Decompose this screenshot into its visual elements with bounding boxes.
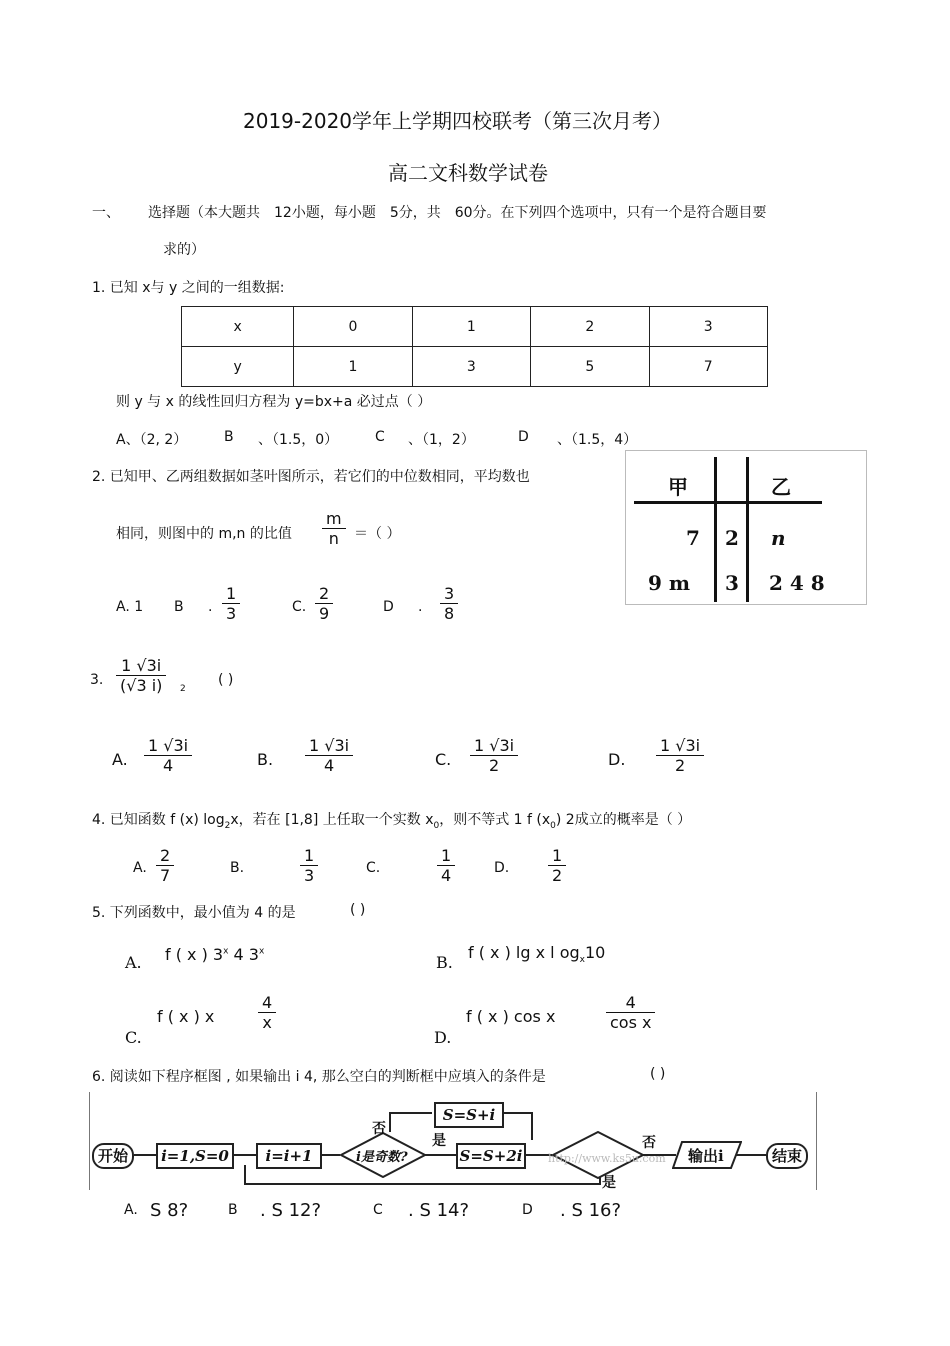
stem-leaf-row2-left: 9 m: [648, 571, 691, 595]
question-5-option-d-label: D.: [434, 1028, 452, 1047]
question-4-option-b-fraction: [300, 846, 318, 885]
question-4-option-d-fraction: [548, 846, 566, 885]
fraction-numerator: 1 √3i: [116, 656, 166, 676]
table-cell: x: [182, 307, 294, 347]
table-cell: 3: [649, 307, 767, 347]
flow-output: 输出i: [688, 1147, 724, 1165]
flow-start: 开始: [92, 1143, 134, 1169]
question-5-option-c-label: C.: [125, 1028, 142, 1047]
question-4-stem-start: 4. 已知函数 f (x) log: [92, 812, 225, 828]
stem-leaf-diagram: [625, 450, 867, 605]
flow-init: i=1,S=0: [156, 1143, 234, 1169]
fraction-denominator: 9: [319, 604, 330, 623]
section-instructions: 选择题（本大题共 12小题，每小题 5分，共 60分。在下列四个选项中，只有一个是符合题目要: [148, 205, 767, 221]
expression: 4 3: [228, 945, 259, 964]
question-2-option-c-label: C.: [292, 599, 307, 615]
question-1-option-d-label: D: [518, 429, 529, 445]
question-3-expression: [116, 656, 166, 695]
question-5-paren: ( ): [350, 902, 366, 918]
exponent: x: [258, 946, 265, 957]
fraction-numerator: 3: [440, 584, 458, 604]
divider: [714, 457, 717, 602]
dot: .: [418, 599, 423, 615]
question-2-option-a: A. 1: [116, 599, 144, 615]
flow-yes-label-2: 是: [602, 1175, 616, 1191]
question-3-option-b-fraction: [305, 736, 353, 775]
fraction-numerator: 1 √3i: [470, 736, 518, 756]
table-cell: 1: [412, 307, 530, 347]
table-row: [182, 347, 768, 387]
question-3-paren: ( ): [218, 672, 234, 688]
fraction-numerator: 2: [315, 584, 333, 604]
question-4-stem-end: ) 2成立的概率是（ ）: [555, 812, 692, 828]
question-1-table: [181, 306, 768, 387]
fraction-denominator: 3: [304, 866, 315, 885]
fraction-numerator: 1 √3i: [144, 736, 192, 756]
subscript: x: [579, 955, 585, 966]
question-5-option-b-label: B.: [436, 953, 453, 972]
fraction-denominator: 4: [441, 866, 452, 885]
flowchart: [89, 1092, 817, 1190]
fraction-denominator: 3: [226, 604, 237, 623]
stem-leaf-head-left: 甲: [668, 475, 688, 499]
question-6-option-d: . S 16?: [560, 1200, 622, 1221]
fraction-denominator: (√3 i): [120, 676, 163, 695]
fraction-numerator: m: [322, 509, 346, 529]
table-cell: 2: [531, 307, 649, 347]
question-1-option-b: 、（1.5，0）: [258, 432, 339, 448]
question-6-option-d-label: D: [522, 1202, 533, 1218]
question-4-option-c-label: C.: [366, 860, 381, 876]
question-4-stem-mid: x，若在 [1,8] 上任取一个实数 x: [230, 812, 434, 828]
expression: f ( x ) lg x l og: [468, 943, 580, 962]
table-cell: 3: [412, 347, 530, 387]
flow-cond: i是奇数?: [356, 1150, 408, 1165]
page-subtitle: 高二文科数学试卷: [388, 161, 548, 185]
question-4-stem: [92, 809, 691, 831]
fraction-numerator: 2: [156, 846, 174, 866]
question-6-option-b: . S 12?: [260, 1200, 322, 1221]
divider: [746, 457, 749, 602]
section-number: 一、: [92, 205, 120, 221]
exponent: x: [223, 946, 229, 957]
question-1-option-c-label: C: [375, 429, 385, 445]
question-6-option-c: . S 14?: [408, 1200, 470, 1221]
expression: f ( x ) 3: [165, 945, 224, 964]
question-4-option-c-fraction: [437, 846, 455, 885]
stem-leaf-head-right: 乙: [771, 475, 791, 499]
question-1-option-c: 、（1，2）: [408, 432, 475, 448]
stem-leaf-row1-left: 7: [686, 526, 700, 550]
question-3-option-a-fraction: [144, 736, 192, 775]
question-5-stem: 5. 下列函数中，最小值为 4 的是: [92, 905, 296, 921]
question-1-text: 则 y 与 x 的线性回归方程为 y=bx+a 必过点（ ）: [116, 394, 432, 410]
fraction-denominator: n: [328, 529, 339, 548]
question-3-number: 3.: [90, 672, 104, 688]
fraction-denominator: 2: [674, 756, 686, 775]
question-3-option-a-label: A.: [112, 750, 128, 769]
subscript: 0: [550, 820, 556, 831]
question-1-option-a: A、（2, 2）: [116, 432, 188, 448]
question-2-line2: 相同，则图中的 m,n 的比值: [116, 526, 292, 542]
subscript: 2: [224, 820, 231, 831]
stem-leaf-row1-stem: 2: [725, 526, 739, 550]
flow-s1: S=S+i: [434, 1102, 504, 1128]
question-3-option-d-label: D.: [608, 750, 626, 769]
fraction-denominator: x: [262, 1013, 272, 1032]
question-4-option-a-fraction: [156, 846, 174, 885]
fraction-denominator: 4: [323, 756, 335, 775]
question-1-option-b-label: B: [224, 429, 234, 445]
fraction-numerator: 1 √3i: [656, 736, 704, 756]
fraction-numerator: 1: [300, 846, 318, 866]
dot: .: [208, 599, 213, 615]
table-row: [182, 307, 768, 347]
question-6-option-a-label: A.: [124, 1202, 138, 1218]
page-title: 2019-2020学年上学期四校联考（第三次月考）: [243, 109, 673, 133]
question-5-option-c-fraction: [258, 993, 276, 1032]
question-3-option-d-fraction: [656, 736, 704, 775]
question-2-tail: ＝（ ）: [354, 526, 401, 542]
question-6-stem: 6. 阅读如下程序框图 , 如果输出 i 4, 那么空白的判断框中应填入的条件是: [92, 1069, 546, 1085]
fraction-numerator: 4: [258, 993, 276, 1013]
question-2-stem: 2. 已知甲、乙两组数据如茎叶图所示，若它们的中位数相同，平均数也: [92, 469, 530, 485]
stem-leaf-row1-right: n: [771, 526, 786, 550]
fraction-numerator: 1: [548, 846, 566, 866]
question-2-option-d-fraction: [440, 584, 458, 623]
question-2-fraction: [322, 509, 346, 548]
question-6-option-b-label: B: [228, 1202, 238, 1218]
question-5-option-a-label: A.: [125, 953, 142, 972]
question-1-option-d: 、（1.5，4）: [557, 432, 638, 448]
question-5-option-b-expr: [468, 943, 605, 965]
question-5-option-d-fraction: [606, 993, 655, 1032]
question-4-option-b-label: B.: [230, 860, 245, 876]
question-5-option-d-expr: f ( x ) cos x: [466, 1007, 556, 1026]
question-5-option-c-expr: f ( x ) x: [157, 1007, 215, 1026]
question-2-option-b-fraction: [222, 584, 240, 623]
fraction-denominator: 7: [160, 866, 171, 885]
flow-s2: S=S+2i: [456, 1143, 526, 1169]
watermark: http://www.ks5u.com: [548, 1152, 666, 1165]
question-5-option-a-expr: [165, 945, 264, 964]
fraction-denominator: 8: [444, 604, 455, 623]
subscript: 0: [433, 820, 440, 831]
question-4-option-a-label: A.: [133, 860, 147, 876]
flow-end: 结束: [766, 1143, 808, 1169]
expression: 10: [584, 943, 606, 962]
divider: [634, 501, 822, 504]
question-1-stem: 1. 已知 x与 y 之间的一组数据:: [92, 280, 285, 296]
stem-leaf-row2-right: 2 4 8: [769, 571, 825, 595]
fraction-denominator: 2: [552, 866, 563, 885]
flow-no-label: 否: [372, 1121, 386, 1137]
table-cell: 1: [294, 347, 412, 387]
question-2-option-b-label: B: [174, 599, 184, 615]
fraction-denominator: 2: [488, 756, 500, 775]
question-6-option-c-label: C: [373, 1202, 383, 1218]
table-cell: y: [182, 347, 294, 387]
question-3-option-c-label: C.: [435, 750, 452, 769]
section-instructions-cont: 求的）: [163, 242, 205, 258]
table-cell: 0: [294, 307, 412, 347]
question-3-option-c-fraction: [470, 736, 518, 775]
fraction-numerator: 4: [606, 993, 655, 1013]
exponent: 2: [180, 684, 186, 694]
fraction-numerator: 1: [437, 846, 455, 866]
table-cell: 5: [531, 347, 649, 387]
flow-yes-label: 是: [432, 1133, 446, 1149]
question-2-option-d-label: D: [383, 599, 394, 615]
flow-increment: i=i+1: [256, 1143, 322, 1169]
question-3-option-b-label: B.: [257, 750, 274, 769]
fraction-denominator: 4: [162, 756, 174, 775]
fraction-denominator: cos x: [610, 1013, 652, 1032]
question-6-option-a: S 8?: [150, 1200, 189, 1221]
fraction-numerator: 1: [222, 584, 240, 604]
fraction-numerator: 1 √3i: [305, 736, 353, 756]
stem-leaf-row2-stem: 3: [725, 571, 739, 595]
question-4-option-d-label: D.: [494, 860, 510, 876]
question-4-stem-mid2: ，则不等式 1 f (x: [439, 812, 551, 828]
table-cell: 7: [649, 347, 767, 387]
question-2-option-c-fraction: [315, 584, 333, 623]
flow-no-label-2: 否: [642, 1135, 656, 1151]
question-6-paren: ( ): [650, 1066, 666, 1082]
